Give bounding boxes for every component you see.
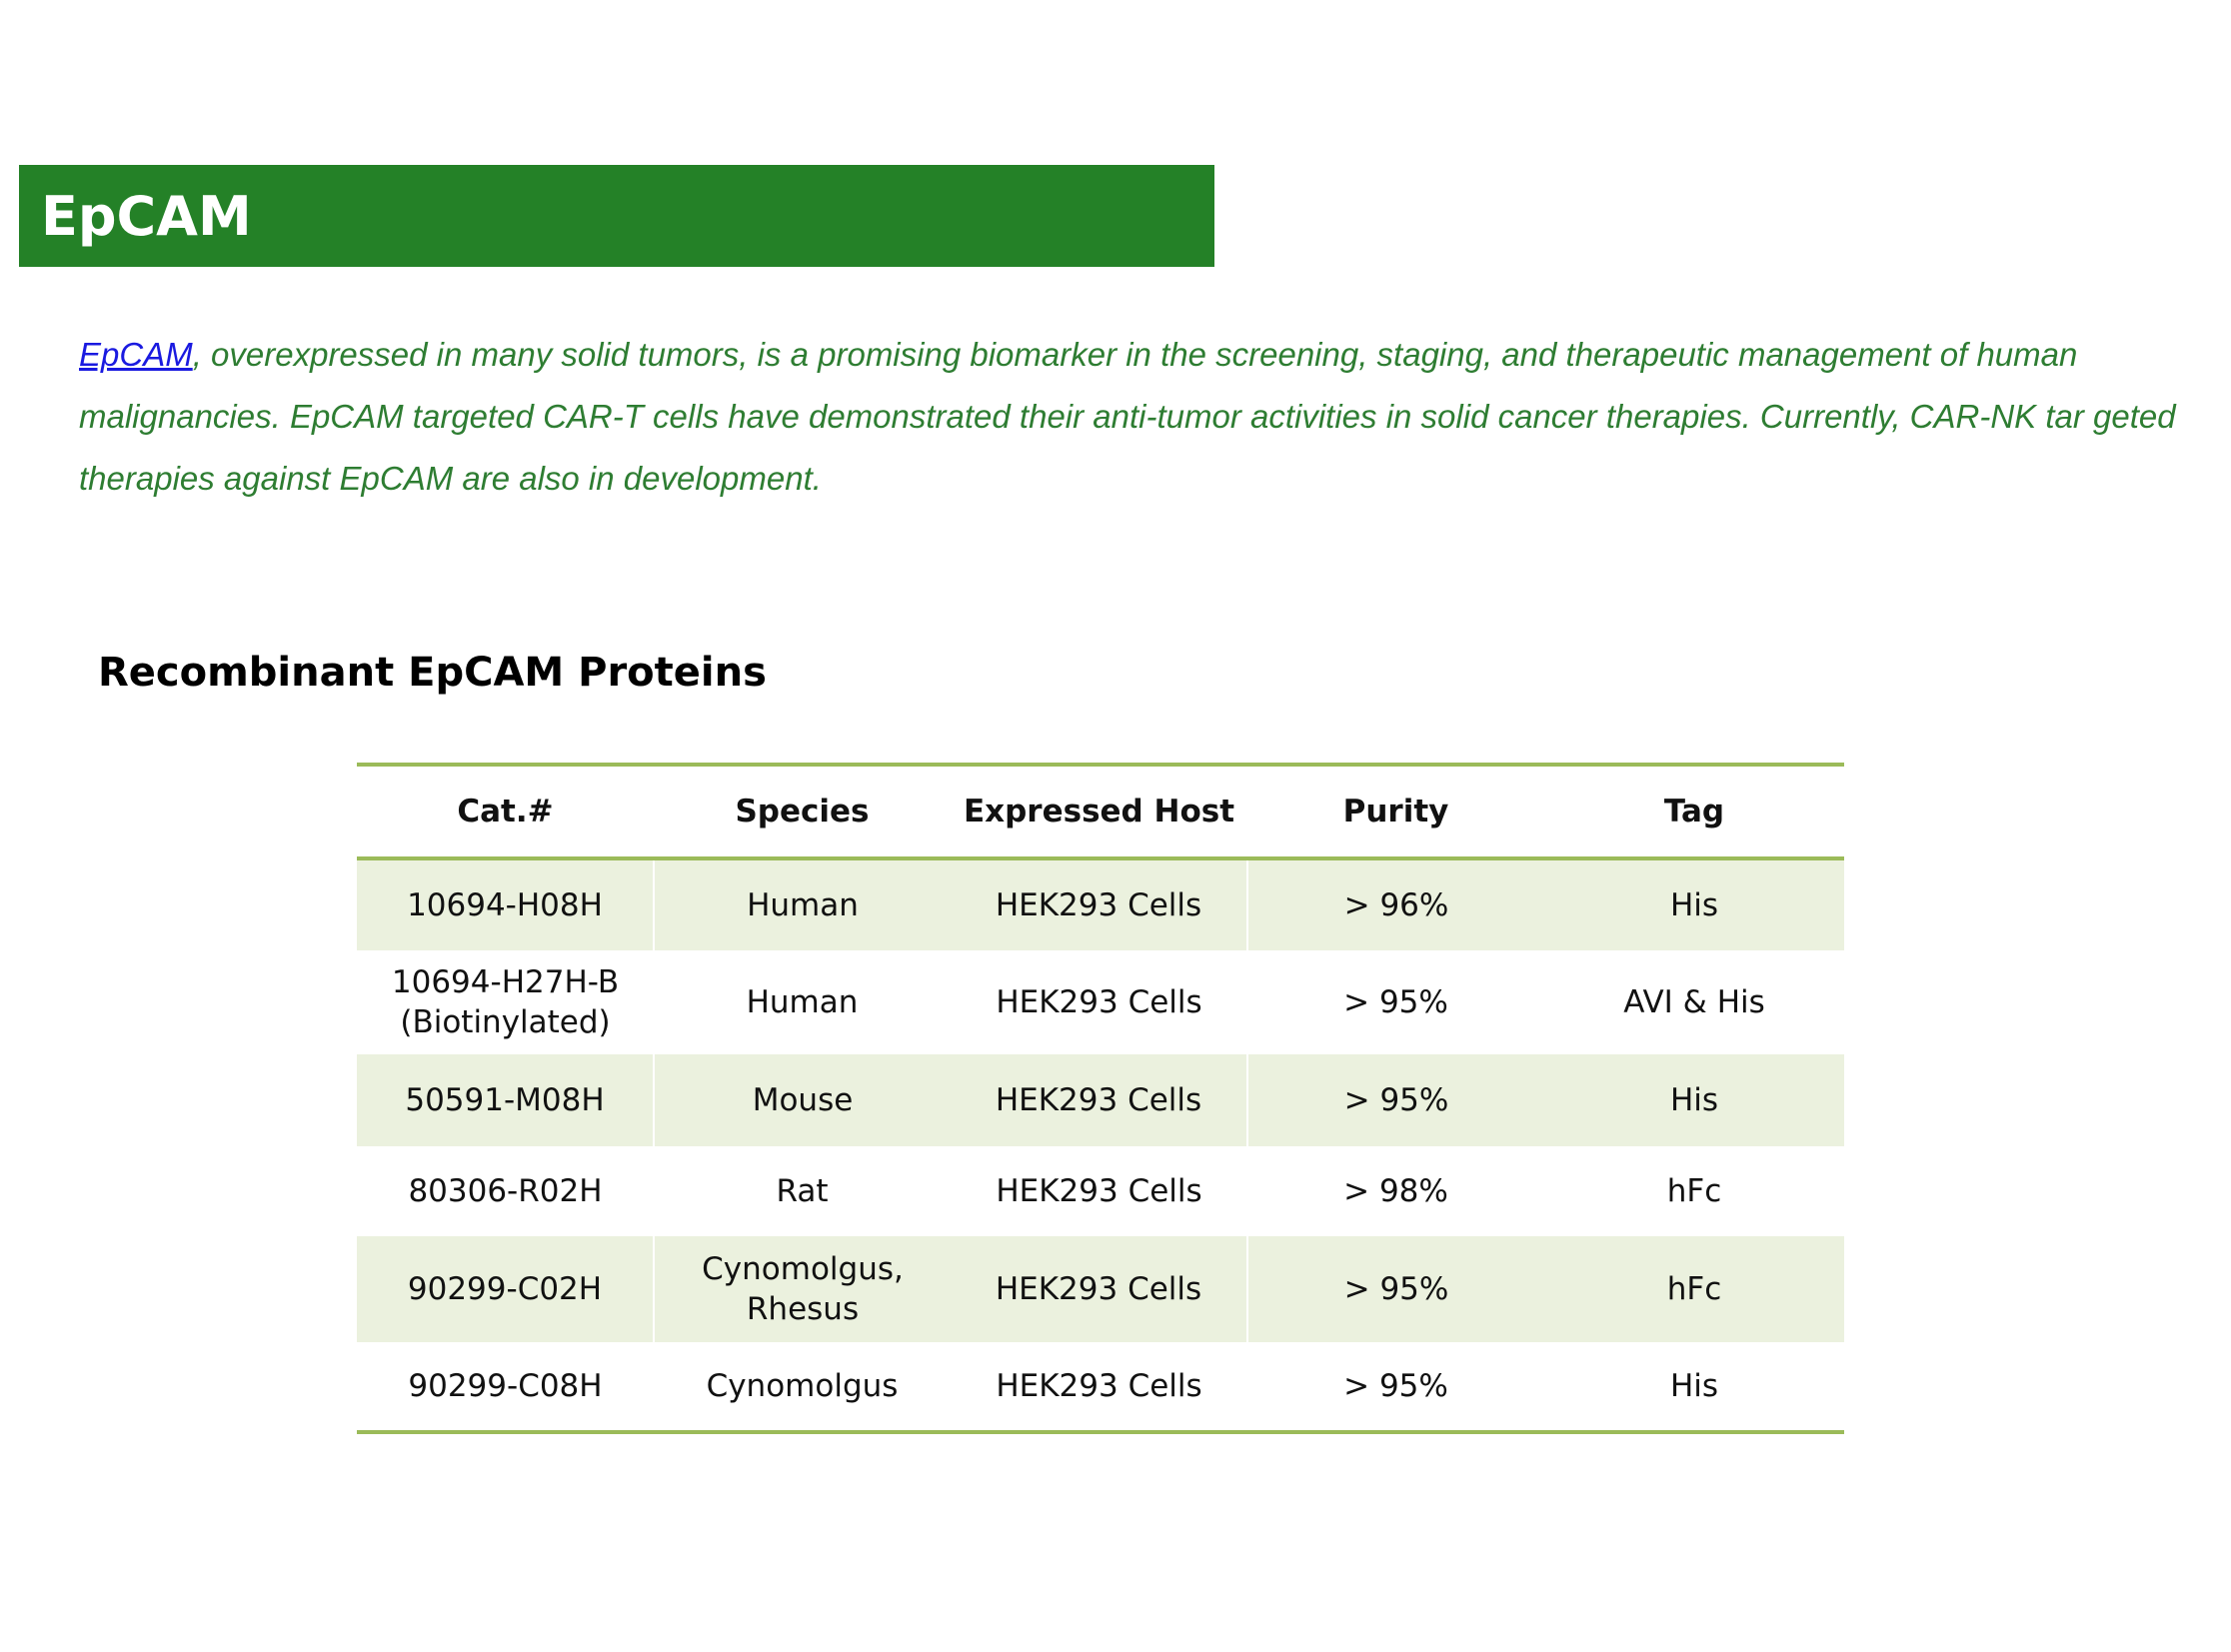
table-row bbox=[357, 1146, 1844, 1236]
cell-species bbox=[654, 858, 951, 950]
tag-text: hFc bbox=[1666, 1271, 1722, 1307]
cell-tag bbox=[1544, 1146, 1844, 1236]
cell-tag bbox=[1544, 858, 1844, 950]
cell-cat bbox=[357, 858, 654, 950]
cell-species bbox=[654, 1236, 951, 1342]
species-text: Cynomolgus bbox=[706, 1368, 899, 1404]
tag-text: His bbox=[1669, 1368, 1719, 1404]
cell-species bbox=[654, 1342, 951, 1432]
tag-text: His bbox=[1669, 887, 1719, 923]
cell-tag bbox=[1544, 1236, 1844, 1342]
host-text: HEK293 Cells bbox=[995, 887, 1202, 923]
cell-cat bbox=[357, 1236, 654, 1342]
cell-species bbox=[654, 1146, 951, 1236]
purity-text: > 95% bbox=[1343, 1082, 1449, 1118]
cat-number: 80306-R02H bbox=[408, 1173, 603, 1209]
species-text: Mouse bbox=[752, 1082, 854, 1118]
cell-cat bbox=[357, 1054, 654, 1146]
cat-number: 10694-H27H-B bbox=[391, 964, 620, 1000]
species-text: Human bbox=[746, 984, 859, 1020]
tag-text: AVI & His bbox=[1623, 984, 1765, 1020]
cell-purity bbox=[1247, 1146, 1544, 1236]
cell-host bbox=[951, 1146, 1247, 1236]
cell-cat bbox=[357, 1146, 654, 1236]
cell-purity bbox=[1247, 1054, 1544, 1146]
species-text-line2: Rhesus bbox=[746, 1291, 860, 1327]
column-header-cat: Cat.# bbox=[357, 765, 654, 858]
cell-cat bbox=[357, 1342, 654, 1432]
table-row bbox=[357, 950, 1844, 1054]
cat-number: 90299-C02H bbox=[407, 1271, 603, 1307]
cell-tag bbox=[1544, 1342, 1844, 1432]
column-header-purity: Purity bbox=[1247, 765, 1544, 858]
purity-text: > 95% bbox=[1343, 1368, 1448, 1404]
cell-purity bbox=[1247, 1236, 1544, 1342]
column-header-species: Species bbox=[654, 765, 951, 858]
products-table bbox=[357, 763, 1844, 1434]
species-text: Human bbox=[747, 887, 859, 923]
intro-text: , overexpressed in many solid tumors, is a promising biomarker in the screening, staging, and therapeutic management of human malignancies. EpCAM targeted CAR-T cells have demonstrated their anti-tumor activities in solid cancer therapies. Currently, CAR-NK tar geted therapies against EpCAM are also in development. bbox=[79, 336, 2176, 497]
cell-species bbox=[654, 950, 951, 1054]
purity-text: > 98% bbox=[1343, 1173, 1448, 1209]
table-header-row bbox=[357, 765, 1844, 858]
cell-cat bbox=[357, 950, 654, 1054]
purity-text: > 96% bbox=[1343, 887, 1449, 923]
species-text: Cynomolgus, bbox=[702, 1251, 904, 1287]
cell-tag bbox=[1544, 950, 1844, 1054]
cell-host bbox=[951, 1236, 1247, 1342]
cat-number: 10694-H08H bbox=[407, 887, 603, 923]
cat-number: 90299-C08H bbox=[408, 1368, 603, 1404]
host-text: HEK293 Cells bbox=[996, 1368, 1202, 1404]
cell-host bbox=[951, 950, 1247, 1054]
host-text: HEK293 Cells bbox=[996, 984, 1202, 1020]
intro-paragraph bbox=[79, 324, 2178, 510]
cat-note: (Biotinylated) bbox=[400, 1004, 611, 1040]
column-header-tag: Tag bbox=[1544, 765, 1844, 858]
cell-host bbox=[951, 858, 1247, 950]
cell-species bbox=[654, 1054, 951, 1146]
cell-host bbox=[951, 1342, 1247, 1432]
host-text: HEK293 Cells bbox=[995, 1082, 1202, 1118]
cell-purity bbox=[1247, 1342, 1544, 1432]
column-header-expressed-host: Expressed Host bbox=[951, 765, 1247, 858]
table-row bbox=[357, 1236, 1844, 1342]
purity-text: > 95% bbox=[1343, 984, 1448, 1020]
tag-text: hFc bbox=[1666, 1173, 1722, 1209]
cat-number: 50591-M08H bbox=[405, 1082, 605, 1118]
cell-purity bbox=[1247, 950, 1544, 1054]
table-row bbox=[357, 1054, 1844, 1146]
host-text: HEK293 Cells bbox=[996, 1173, 1202, 1209]
tag-text: His bbox=[1669, 1082, 1719, 1118]
species-text: Rat bbox=[776, 1173, 829, 1209]
host-text: HEK293 Cells bbox=[995, 1271, 1202, 1307]
section-title: Recombinant EpCAM Proteins bbox=[98, 650, 767, 696]
purity-text: > 95% bbox=[1343, 1271, 1449, 1307]
title-banner bbox=[19, 165, 1214, 267]
cell-purity bbox=[1247, 858, 1544, 950]
table-row bbox=[357, 1342, 1844, 1432]
epcam-link[interactable]: EpCAM bbox=[79, 336, 193, 373]
page-title: EpCAM bbox=[41, 184, 252, 248]
cell-tag bbox=[1544, 1054, 1844, 1146]
table-row bbox=[357, 858, 1844, 950]
cell-host bbox=[951, 1054, 1247, 1146]
